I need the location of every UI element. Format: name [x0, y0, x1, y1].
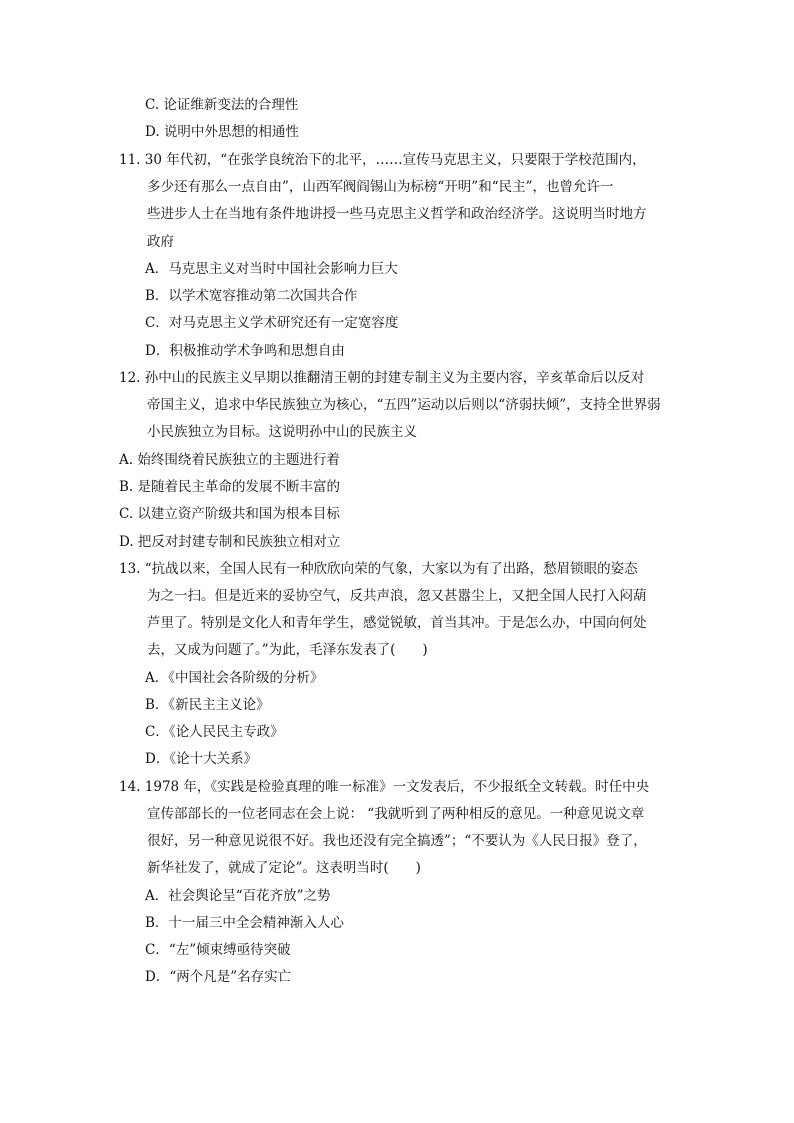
- q12-option-d: D. 把反对封建专制和民族独立相对立: [119, 534, 341, 550]
- q13-option-c: C．《论人民民主专政》: [145, 724, 284, 740]
- q11-option-a: A．马克思主义对当时中国社会影响力巨大: [145, 261, 398, 277]
- q12-stem-line-2: 帝国主义，追求中华民族独立为核心，“五四”运动以后则以“济弱扶倾”，支持全世界弱: [147, 397, 661, 413]
- q12-option-a: A. 始终围绕着民族独立的主题进行着: [119, 452, 340, 468]
- q13-stem-line-2: 为之一扫。但是近来的妥协空气，反共声浪，忽又甚嚣尘上，又把全国人民打入闷葫: [147, 588, 647, 604]
- q14-option-b: B．十一届三中全会精神渐入人心: [145, 915, 344, 931]
- q12-stem-line-3: 小民族独立为目标。这说明孙中山的民族主义: [147, 424, 417, 440]
- q13-option-b: B．《新民主主义论》: [145, 697, 270, 713]
- q11-stem-line-3: 些进步人士在当地有条件地讲授一些马克思主义哲学和政治经济学。这说明当时地方: [147, 206, 647, 222]
- q14-option-c: C．“左”倾束缚亟待突破: [145, 942, 291, 958]
- q13-stem-line-1: 13. “抗战以来，全国人民有一种欣欣向荣的气象，大家以为有了出路，愁眉锁眼的姿态: [119, 561, 638, 577]
- q11-option-c: C．对马克思主义学术研究还有一定宽容度: [145, 315, 399, 331]
- q14-option-d: D．“两个凡是”名存实亡: [145, 969, 292, 985]
- q14-option-a: A．社会舆论呈“百花齐放”之势: [145, 888, 331, 904]
- q13-option-a: A．《中国社会各阶级的分析》: [145, 670, 324, 686]
- q14-stem-line-3: 很好，另一种意见说很不好。我也还没有完全搞透”；“不要认为《人民日报》登了，: [147, 833, 647, 849]
- q10-option-d: D. 说明中外思想的相通性: [145, 124, 299, 140]
- q11-option-d: D．积极推动学术争鸣和思想自由: [145, 343, 345, 359]
- q14-stem-line-2: 宣传部部长的一位老同志在会上说： “我就听到了两种相反的意见。一种意见说文章: [147, 806, 645, 822]
- q11-stem-line-2: 多少还有那么一点自由”，山西军阀阎锡山为标榜“开明”和“民主”，也曾允许一: [147, 179, 614, 195]
- q14-stem-line-4: 新华社发了，就成了定论”。这表明当时( ): [147, 860, 421, 876]
- q14-stem-line-1: 14. 1978 年，《实践是检验真理的唯一标准》一文发表后，不少报纸全文转载。时任中央: [119, 779, 650, 795]
- q11-option-b: B．以学术宽容推动第二次国共合作: [145, 288, 358, 304]
- q11-stem-line-4: 政府: [147, 234, 174, 250]
- q11-stem-line-1: 11. 30 年代初，“在张学良统治下的北平，……宣传马克思主义，只要限于学校范围内，: [119, 152, 646, 168]
- q13-option-d: D．《论十大关系》: [145, 751, 258, 767]
- q12-option-c: C. 以建立资产阶级共和国为根本目标: [119, 506, 340, 522]
- q10-option-c: C. 论证维新变法的合理性: [145, 97, 299, 113]
- q12-stem-line-1: 12. 孙中山的民族主义早期以推翻清王朝的封建专制主义为主要内容，辛亥革命后以反对: [119, 370, 645, 386]
- q12-option-b: B. 是随着民主革命的发展不断丰富的: [119, 479, 341, 495]
- q13-stem-line-3: 芦里了。特别是文化人和青年学生，感觉锐敏，首当其冲。于是怎么办，中国向何处: [147, 615, 647, 631]
- q13-stem-line-4: 去，又成为问题了。”为此，毛泽东发表了( ): [147, 642, 428, 658]
